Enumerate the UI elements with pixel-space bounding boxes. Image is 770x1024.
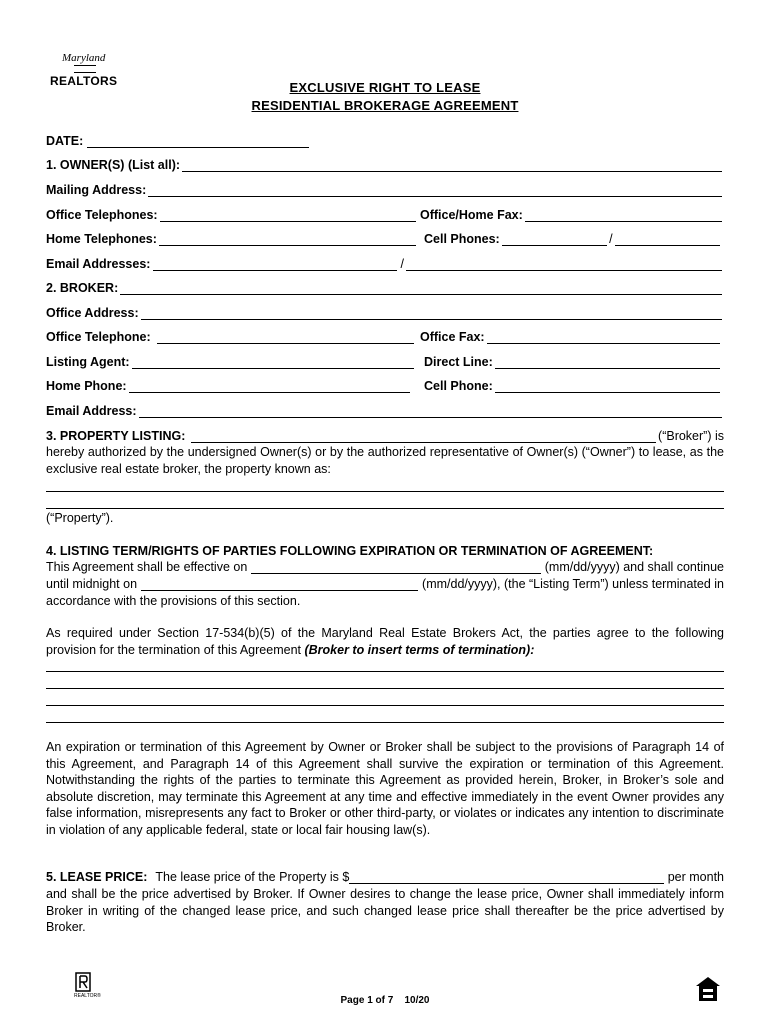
listing-term-heading: 4. LISTING TERM/RIGHTS OF PARTIES FOLLOWING EXPIRATION OR TERMINATION OF AGREEMENT: — [46, 544, 654, 558]
lease-price-pre: The lease price of the Property is $ — [155, 870, 350, 884]
until-pre: until midnight on — [46, 577, 138, 591]
cell-phones-row — [424, 232, 722, 246]
cell-phones-slash: / — [609, 232, 613, 246]
office-address-label: Office Address: — [46, 306, 139, 320]
logo-script: Maryland — [62, 52, 106, 64]
effective-date-field[interactable] — [251, 561, 540, 574]
logo-wordmark: REALTORS — [50, 74, 118, 88]
property-listing-heading: 3. PROPERTY LISTING: — [46, 429, 186, 443]
direct-line-label: Direct Line: — [424, 355, 493, 369]
home-phone-label: Home Phone: — [46, 379, 127, 393]
date-field[interactable] — [87, 135, 309, 148]
termination-line-4[interactable] — [46, 722, 724, 723]
owners-label: 1. OWNER(S) (List all): — [46, 158, 181, 172]
listing-agent-row — [46, 355, 416, 369]
property-line-1[interactable] — [46, 491, 724, 492]
cell-phones-label: Cell Phones: — [424, 232, 500, 246]
owner-fax-label: Office/Home Fax: — [420, 208, 523, 222]
required-text: As required under Section 17-534(b)(5) of the Maryland Real Estate Brokers Act, the parties agree to the following provision for the termination of this Agreement — [46, 626, 724, 657]
realtor-mark-text: REALTOR® — [74, 993, 101, 999]
listing-agent-label: Listing Agent: — [46, 355, 130, 369]
mailing-row — [46, 183, 724, 197]
broker-label: 2. BROKER: — [46, 281, 119, 295]
termination-line-3[interactable] — [46, 705, 724, 706]
email-address-label: Email Address: — [46, 404, 137, 418]
until-row — [46, 577, 724, 591]
effective-post: (mm/dd/yyyy) and shall continue — [544, 560, 724, 574]
email-addresses-label: Email Addresses: — [46, 257, 151, 271]
home-phone-field[interactable] — [129, 380, 410, 393]
owner-fax-row — [420, 208, 724, 222]
listing-agent-field[interactable] — [132, 356, 414, 369]
direct-line-row — [424, 355, 722, 369]
cell-phones-field-1[interactable] — [502, 233, 607, 246]
office-telephone-field[interactable] — [157, 331, 414, 344]
lease-price-field[interactable] — [349, 871, 663, 884]
broker-name-field[interactable] — [191, 430, 656, 443]
office-fax-row — [420, 330, 722, 344]
owners-row — [46, 158, 724, 172]
form-version: 10/20 — [404, 995, 430, 1006]
owner-fax-field[interactable] — [525, 209, 722, 222]
date-label: DATE: — [46, 134, 84, 148]
effective-row — [46, 560, 724, 574]
office-telephone-label: Office Telephone: — [46, 330, 151, 344]
office-tel-label: Office Telephones: — [46, 208, 158, 222]
property-listing-row — [46, 429, 724, 443]
until-date-field[interactable] — [141, 578, 418, 591]
lease-price-body: and shall be the price advertised by Broker. If Owner desires to change the lease price, Owner shall immediately inform Broker in writing of the changed lease price, and such changed lease price shall thereafter be the price advertised by Broker. — [46, 887, 724, 934]
email-slash: / — [400, 257, 404, 271]
office-fax-field[interactable] — [487, 331, 720, 344]
effective-pre: This Agreement shall be effective on — [46, 560, 248, 574]
title-line-2: RESIDENTIAL BROKERAGE AGREEMENT — [251, 98, 519, 113]
equal-housing-icon — [695, 976, 721, 1002]
home-phone-row — [46, 379, 412, 393]
email-field-2[interactable] — [406, 258, 722, 271]
termination-line-1[interactable] — [46, 671, 724, 672]
home-tel-label: Home Telephones: — [46, 232, 157, 246]
date-row — [46, 134, 309, 148]
cell-phones-field-2[interactable] — [615, 233, 720, 246]
cell-phone-label: Cell Phone: — [424, 379, 493, 393]
direct-line-field[interactable] — [495, 356, 720, 369]
email-address-field[interactable] — [139, 405, 722, 418]
office-tel-row — [46, 208, 418, 222]
insert-terms-text: (Broker to insert terms of termination): — [304, 642, 535, 657]
mailing-field[interactable] — [148, 184, 722, 197]
property-line-2[interactable] — [46, 508, 724, 509]
email-addresses-row — [46, 257, 724, 271]
lease-price-row — [46, 870, 724, 884]
cell-phone-field[interactable] — [495, 380, 720, 393]
office-tel-field[interactable] — [160, 209, 416, 222]
office-address-field[interactable] — [141, 307, 722, 320]
broker-row — [46, 281, 724, 295]
termination-required-text — [46, 625, 724, 658]
termination-line-2[interactable] — [46, 688, 724, 689]
email-address-row — [46, 404, 724, 418]
until-post: (mm/dd/yyyy), (the “Listing Term”) unless terminated in — [422, 577, 724, 591]
page-footer — [0, 995, 770, 1006]
owners-field[interactable] — [182, 159, 722, 172]
accordance-text: accordance with the provisions of this section. — [46, 594, 301, 608]
office-telephone-row — [46, 330, 416, 344]
office-address-row — [46, 306, 724, 320]
mailing-label: Mailing Address: — [46, 183, 147, 197]
home-tel-row — [46, 232, 418, 246]
cell-phone-row — [424, 379, 722, 393]
lease-price-post: per month — [667, 870, 724, 884]
property-tag: (“Property”). — [46, 511, 114, 525]
expiration-paragraph: An expiration or termination of this Agreement by Owner or Broker shall be subject to the provisions of Paragraph 14 of this Agreement, and Paragraph 14 of this Agreement shall survive the expiration or termination of this Agreement. Notwithstanding the rights of the parties to terminate this Agreement as provided herein, Broker, in Broker’s sole and absolute discretion, may terminate this Agreement at any time and effective immediately in the event Owner provides any false information, misrepresents any fact to Broker or other third-party, or violates or indicates any intention to discriminate in violation of any applicable federal, state or local fair housing law(s). — [46, 740, 724, 837]
property-listing-body: hereby authorized by the undersigned Owner(s) or by the authorized representative of Owner(s) (“Owner”) to lease, as the exclusive real estate broker, the property known as: — [46, 445, 724, 476]
broker-tag: (“Broker”) is — [658, 429, 724, 443]
lease-price-heading: 5. LEASE PRICE: — [46, 870, 148, 884]
email-field-1[interactable] — [153, 258, 397, 271]
page-number: Page 1 of 7 — [340, 995, 394, 1006]
office-fax-label: Office Fax: — [420, 330, 485, 344]
title-line-1: EXCLUSIVE RIGHT TO LEASE — [289, 80, 481, 95]
broker-field[interactable] — [120, 282, 722, 295]
home-tel-field[interactable] — [159, 233, 416, 246]
logo-mark — [74, 65, 96, 73]
